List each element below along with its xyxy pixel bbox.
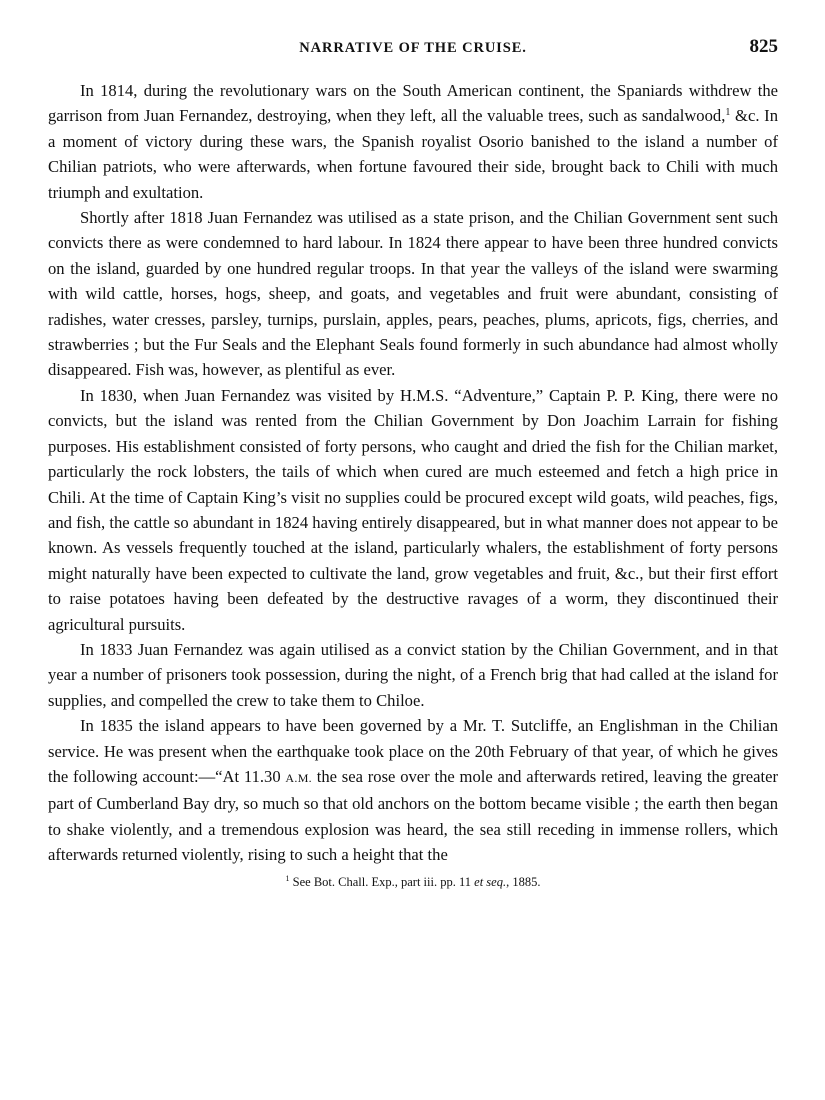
footnote-text-a: See Bot. Chall. Exp., part iii. pp. 11 — [289, 874, 475, 889]
body-text — [48, 78, 778, 868]
footnote — [48, 874, 778, 890]
footnote-italic: et seq. — [474, 874, 507, 889]
footnote-text-b: , 1885. — [506, 874, 541, 889]
book-page — [48, 36, 778, 1076]
paragraph-1814 — [48, 78, 778, 205]
running-head — [48, 36, 778, 66]
paragraph-1835 — [48, 713, 778, 867]
page-number: 825 — [749, 36, 778, 57]
running-title: NARRATIVE OF THE CRUISE. — [299, 40, 527, 56]
paragraph-1830: In 1830, when Juan Fernandez was visited by H.M.S. “Adventure,” Captain P. P. King, there were no convicts, but the island was rented from the Chilian Government by Don Joachim Larrain for fishing purposes. His establishment consisted of forty persons, who caught and dried the fish for the Chilian market, particularly the rock lobsters, the tails of which when cured are much esteemed and fetch a high price in Chili. At the time of Captain King’s visit no supplies could be procured except wild goats, wild peaches, figs, and fish, the cattle so abundant in 1824 having entirely disappeared, but in what manner does not appear to be known. As vessels frequently touched at the island, particularly whalers, the establishment of forty persons might naturally have been expected to cultivate the land, grow vegetables and fruit, &c., but their first effort to raise potatoes having been defeated by the destructive ravages of a worm, they discontinued their agricultural pursuits. — [48, 385, 778, 634]
footnote-marker: 1 — [285, 873, 290, 883]
time-marker-am: A.M. — [285, 770, 312, 785]
paragraph-1835-text-b: the sea rose over the mole and afterwards retired, leaving the greater part of Cumberland Bay dry, so much so that old anchors on the bottom became visible ; the earth then began to shake violently, and a tremendous explosion was heard, the sea still receding in immense rollers, which afterwards returned violently, rising to such a height that the — [48, 766, 779, 865]
footnote-reference: 1 — [725, 107, 731, 119]
paragraph-1833: In 1833 Juan Fernandez was again utilised as a convict station by the Chilian Government, and in that year a number of prisoners took possession, during the night, of a French brig that had called at the island for supplies, and compelled the crew to take them to Chiloe. — [48, 639, 778, 710]
paragraph-1818: Shortly after 1818 Juan Fernandez was utilised as a state prison, and the Chilian Government sent such convicts there as were condemned to hard labour. In 1824 there appear to have been three hundred convicts on the island, guarded by one hundred regular troops. In that year the valleys of the island were swarming with wild cattle, horses, hogs, sheep, and goats, and vegetables and fruit were abundant, consisting of radishes, water cresses, parsley, turnips, purslain, apples, pears, peaches, plums, apricots, figs, cherries, and strawberries ; but the Fur Seals and the Elephant Seals found formerly in such abundance had almost wholly disappeared. Fish was, however, as plentiful as ever. — [48, 208, 778, 380]
paragraph-1814-text-a: In 1814, during the revolutionary wars on the South American continent, the Spaniards withdrew the garrison from Juan Fernandez, destroying, when they left, all the valuable trees, such as sandalwood, — [48, 81, 778, 126]
paragraph-1814-text-b: &c. In a moment of victory during these wars, the Spanish royalist Osorio banished to the island a number of Chilian patriots, who were afterwards, when fortune favoured their side, brought back to Chili with much triumph and exultation. — [48, 106, 778, 202]
paragraph-1835-text-a: In 1835 the island appears to have been governed by a Mr. T. Sutcliffe, an Englishman in the Chilian service. He was present when the earthquake took place on the 20th February of that year, of which he gives the following account:—“At 11.30 — [48, 716, 778, 786]
